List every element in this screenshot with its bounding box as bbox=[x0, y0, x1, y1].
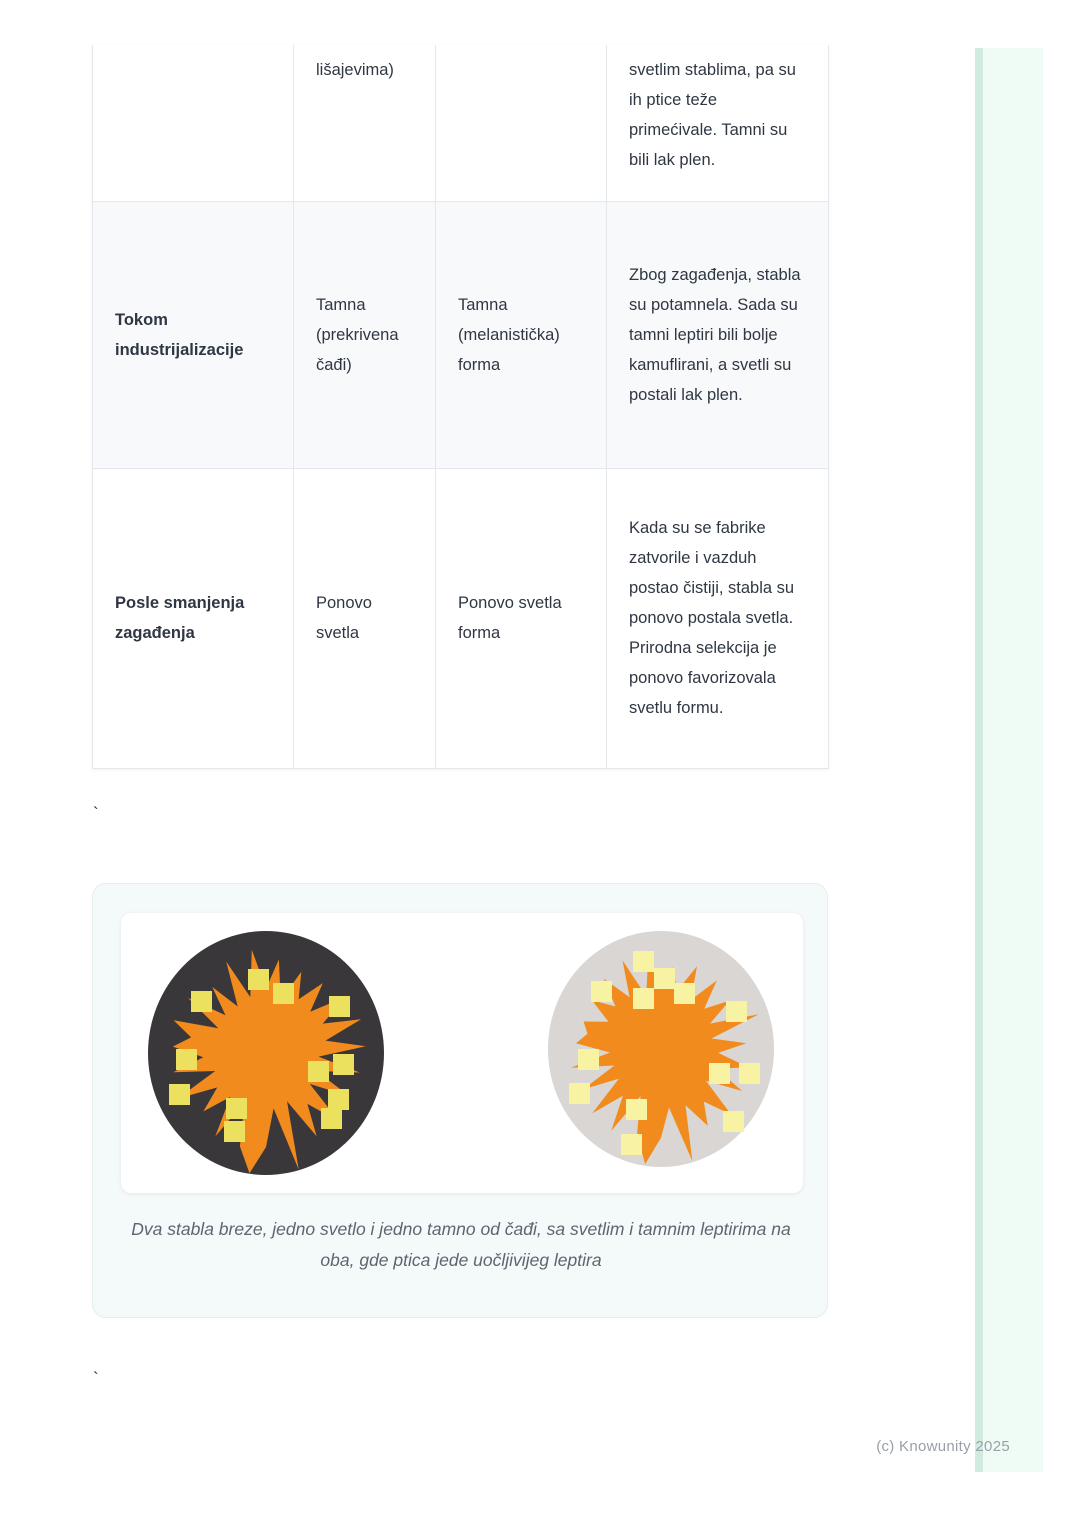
cell-description: Kada su se fabrike zatvorile i vazduh postao čistiji, stabla su ponovo postala svetla. Prirodna selekcija je ponovo favorizovala svetlu formu. bbox=[607, 468, 829, 768]
moth-square-light-trunk bbox=[723, 1111, 744, 1132]
table-row bbox=[93, 45, 829, 201]
stray-backtick-top: ` bbox=[93, 804, 99, 823]
moth-square-light-trunk bbox=[674, 983, 695, 1004]
cell-tree: lišajevima) bbox=[294, 45, 436, 201]
cell-tree: Ponovo svetla bbox=[294, 468, 436, 768]
moth-square-light-trunk bbox=[626, 1099, 647, 1120]
footer-credit: (c) Knowunity 2025 bbox=[876, 1438, 1010, 1455]
cell-moth: Ponovo svetla forma bbox=[436, 468, 607, 768]
cell-description: Zbog zagađenja, stabla su potamnela. Sada su tamni leptiri bili bolje kamuflirani, a svetli su postali lak plen. bbox=[607, 201, 829, 468]
moth-square-light-trunk bbox=[709, 1063, 730, 1084]
moth-square-dark-trunk bbox=[308, 1061, 329, 1082]
stray-backtick-bottom: ` bbox=[93, 1369, 99, 1388]
figure-caption bbox=[93, 1214, 829, 1276]
moth-square-light-trunk bbox=[633, 988, 654, 1009]
moth-square-dark-trunk bbox=[321, 1108, 342, 1129]
moth-square-light-trunk bbox=[578, 1049, 599, 1070]
moth-square-dark-trunk bbox=[329, 996, 350, 1017]
moth-square-light-trunk bbox=[726, 1001, 747, 1022]
moth-square-light-trunk bbox=[739, 1063, 760, 1084]
table-row bbox=[93, 468, 829, 768]
moth-square-dark-trunk bbox=[191, 991, 212, 1012]
cell-moth bbox=[436, 45, 607, 201]
cell-tree: Tamna (prekrivena čađi) bbox=[294, 201, 436, 468]
cell-period bbox=[93, 45, 294, 201]
cell-description: svetlim stablima, pa su ih ptice teže primećivale. Tamni su bili lak plen. bbox=[607, 45, 829, 201]
table-row bbox=[93, 201, 829, 468]
moth-square-light-trunk bbox=[569, 1083, 590, 1104]
birch-trees-illustration bbox=[121, 913, 803, 1193]
moth-square-light-trunk bbox=[654, 968, 675, 989]
moth-square-light-trunk bbox=[591, 981, 612, 1002]
melanism-table bbox=[92, 45, 829, 769]
moth-square-dark-trunk bbox=[226, 1098, 247, 1119]
cell-period: Tokom industrijalizacije bbox=[93, 201, 294, 468]
figure-image-panel bbox=[121, 913, 803, 1193]
figure-caption-text: Dva stabla breze, jedno svetlo i jedno tamno od čađi, sa svetlim i tamnim leptirima na oba, gde ptica jede uočljivijeg leptira bbox=[131, 1219, 791, 1270]
moth-square-dark-trunk bbox=[224, 1121, 245, 1142]
page-edge-stripe bbox=[975, 48, 1043, 1472]
figure-card bbox=[92, 883, 828, 1318]
moth-square-dark-trunk bbox=[248, 969, 269, 990]
moth-square-dark-trunk bbox=[333, 1054, 354, 1075]
moth-square-dark-trunk bbox=[169, 1084, 190, 1105]
moth-square-light-trunk bbox=[621, 1134, 642, 1155]
moth-square-light-trunk bbox=[633, 951, 654, 972]
cell-period: Posle smanjenja zagađenja bbox=[93, 468, 294, 768]
cell-moth: Tamna (melanistička) forma bbox=[436, 201, 607, 468]
moth-square-dark-trunk bbox=[176, 1049, 197, 1070]
moth-square-dark-trunk bbox=[328, 1089, 349, 1110]
moth-square-dark-trunk bbox=[273, 983, 294, 1004]
